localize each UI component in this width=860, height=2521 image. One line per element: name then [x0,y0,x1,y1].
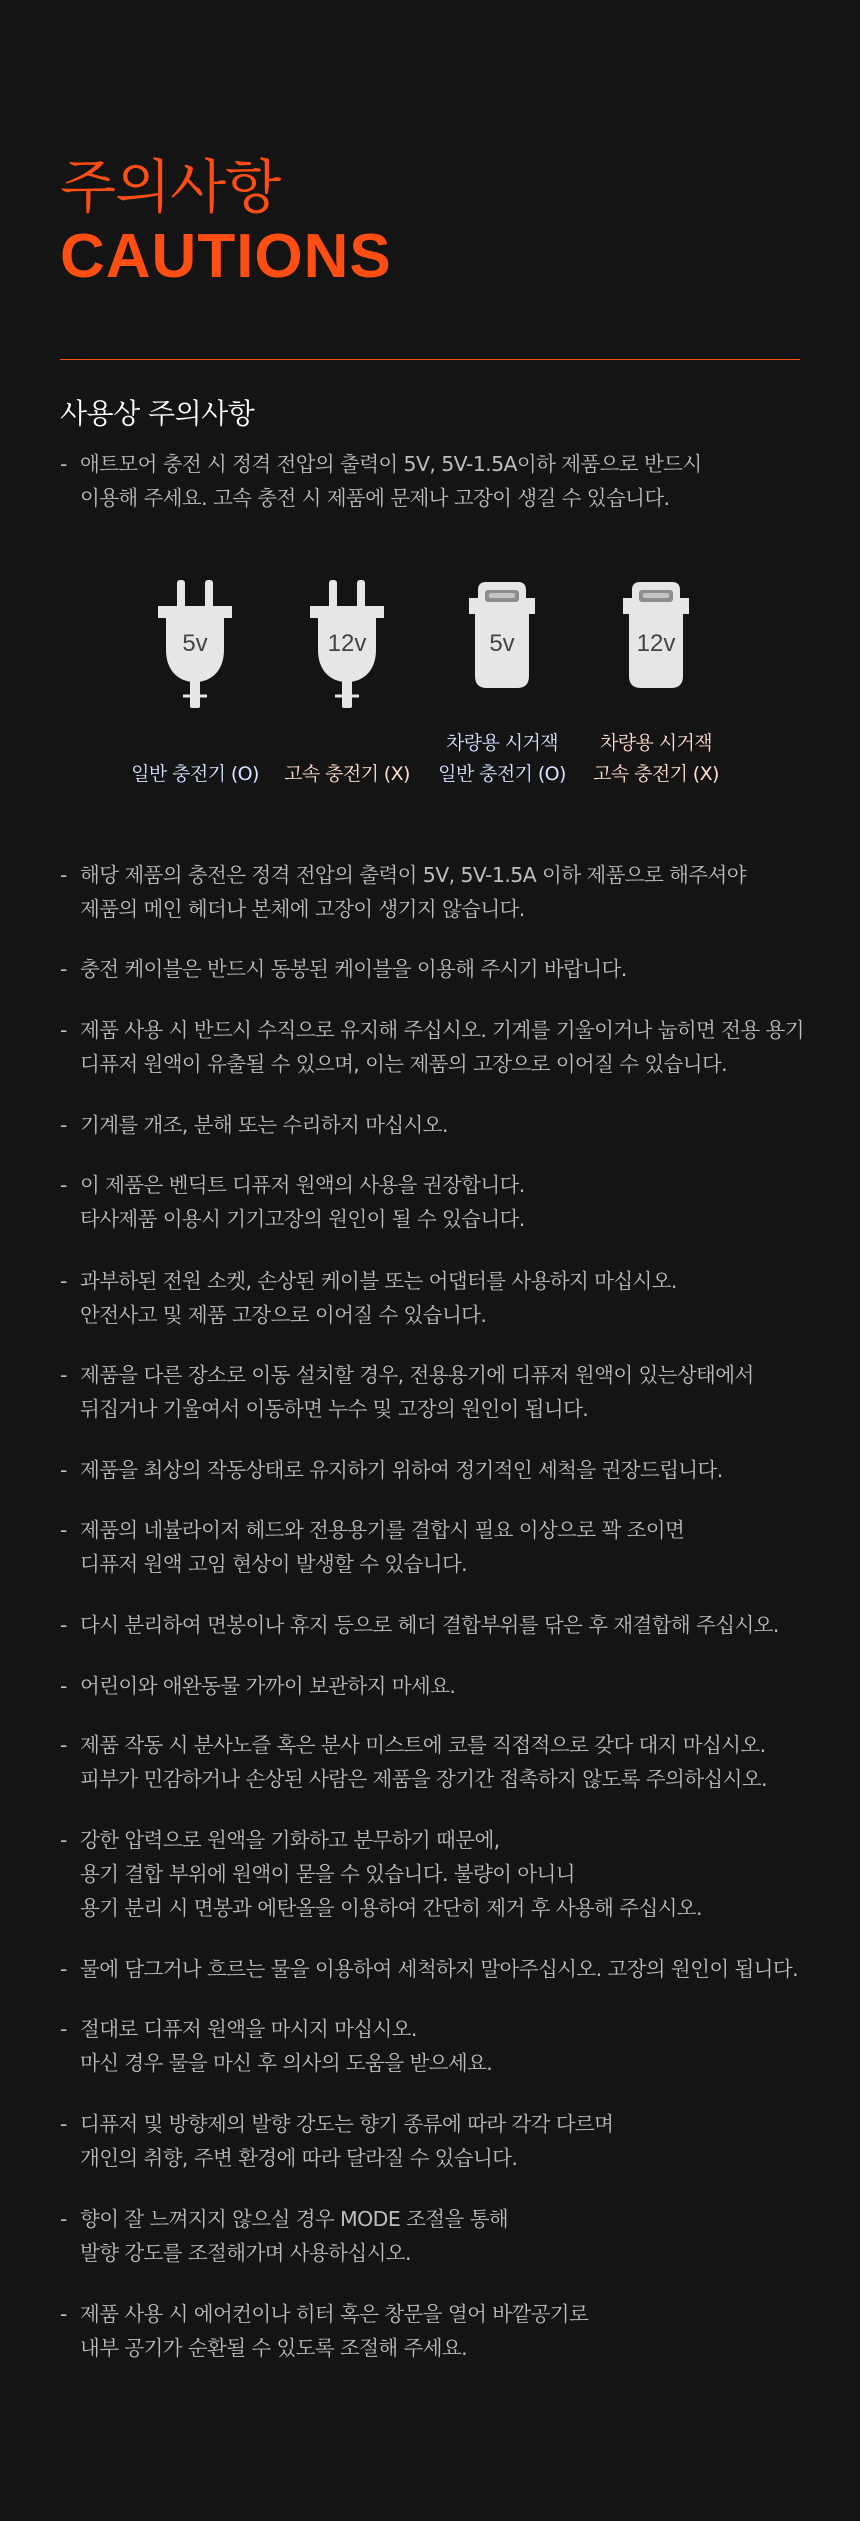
title-divider [60,359,800,360]
caution-item: - 절대로 디퓨저 원액을 마시지 마십시오. 마신 경우 물을 마신 후 의사의 도움을 받으세요. [60,2017,493,2075]
intro-text [60,447,820,515]
charger-fast-car [581,570,731,800]
caution-item: - 제품 사용 시 에어컨이나 히터 혹은 창문을 열어 바깥공기로 내부 공기가 순환될 수 있도록 조절해 주세요. [60,2302,589,2360]
list-dash: - [60,452,67,476]
caution-item: - 이 제품은 벤딕트 디퓨저 원액의 사용을 권장합니다. 타사제품 이용시 기기고장의 원인이 될 수 있습니다. [60,1173,525,1231]
charger-label: 고속 충전기 (X) [284,763,410,785]
caution-item: - 충전 케이블은 반드시 동봉된 케이블을 이용해 주시기 바랍니다. [60,957,627,981]
caution-item: - 과부하된 전원 소켓, 손상된 케이블 또는 어댑터를 사용하지 마십시오. 안전사고 및 제품 고장으로 이어질 수 있습니다. [60,1269,677,1327]
caution-item: - 디퓨저 및 방향제의 발향 강도는 향기 종류에 따라 각각 다르며 개인의 취향, 주변 환경에 따라 달라질 수 있습니다. [60,2112,614,2170]
charger-voltage: 12v [327,630,367,657]
caution-item: - 어린이와 애완동물 가까이 보관하지 마세요. [60,1674,456,1698]
caution-item: - 다시 분리하여 면봉이나 휴지 등으로 헤더 결합부위를 닦은 후 재결합해 주십시오. [60,1613,779,1637]
charger-label: 차량용 시거잭 일반 충전기 (O) [438,732,566,785]
caution-item: - 물에 담그거나 흐르는 물을 이용하여 세척하지 말아주십시오. 고장의 원인이 됩니다. [60,1957,798,1981]
charger-guide [120,570,740,800]
intro-line: 이용해 주세요. 고속 충전 시 제품에 문제나 고장이 생길 수 있습니다. [80,486,670,510]
charger-label: 차량용 시거잭 고속 충전기 (X) [593,732,719,785]
charger-voltage: 12v [636,630,676,657]
caution-item: - 제품 작동 시 분사노즐 혹은 분사 미스트에 코를 직접적으로 갖다 대지 마십시오. 피부가 민감하거나 손상된 사람은 제품을 장기간 접촉하지 않도록 주의하십시오. [60,1733,767,1791]
caution-item: - 기계를 개조, 분해 또는 수리하지 마십시오. [60,1113,448,1137]
charger-voltage: 5v [182,630,208,657]
caution-item: - 제품을 다른 장소로 이동 설치할 경우, 전용용기에 디퓨저 원액이 있는상태에서 뒤집거나 기울여서 이동하면 누수 및 고장의 원인이 됩니다. [60,1363,754,1421]
page-title-korean: 주의사항 [60,153,281,221]
caution-item: - 제품의 네뷸라이저 헤드와 전용용기를 결합시 필요 이상으로 꽉 조이면 디퓨저 원액 고임 현상이 발생할 수 있습니다. [60,1518,685,1576]
section-heading: 사용상 주의사항 [60,397,255,430]
caution-item: - 제품 사용 시 반드시 수직으로 유지해 주십시오. 기계를 기울이거나 눕히면 전용 용기 디퓨저 원액이 유출될 수 있으며, 이는 제품의 고장으로 이어질 수 있습니다. [60,1018,804,1076]
caution-item: - 해당 제품의 충전은 정격 전압의 출력이 5V, 5V-1.5A 이하 제품으로 해주셔야 제품의 메인 헤더나 본체에 고장이 생기지 않습니다. [60,863,746,921]
caution-item: - 제품을 최상의 작동상태로 유지하기 위하여 정기적인 세척을 권장드립니다. [60,1458,723,1482]
caution-item: - 향이 잘 느껴지지 않으실 경우 MODE 조절을 통해 발향 강도를 조절해가며 사용하십시오. [60,2207,509,2265]
charger-label: 일반 충전기 (O) [131,763,259,785]
caution-item: - 강한 압력으로 원액을 기화하고 분무하기 때문에, 용기 결합 부위에 원액이 묻을 수 있습니다. 불량이 아니니 용기 분리 시 면봉과 에탄올을 이용하여 간단히 제거 후 사용해 주십시오. [60,1828,702,1920]
intro-line: 애트모어 충전 시 정격 전압의 출력이 5V, 5V-1.5A이하 제품으로 반드시 [80,452,702,476]
page-title-english: CAUTIONS [60,222,392,291]
charger-voltage: 5v [489,630,515,657]
